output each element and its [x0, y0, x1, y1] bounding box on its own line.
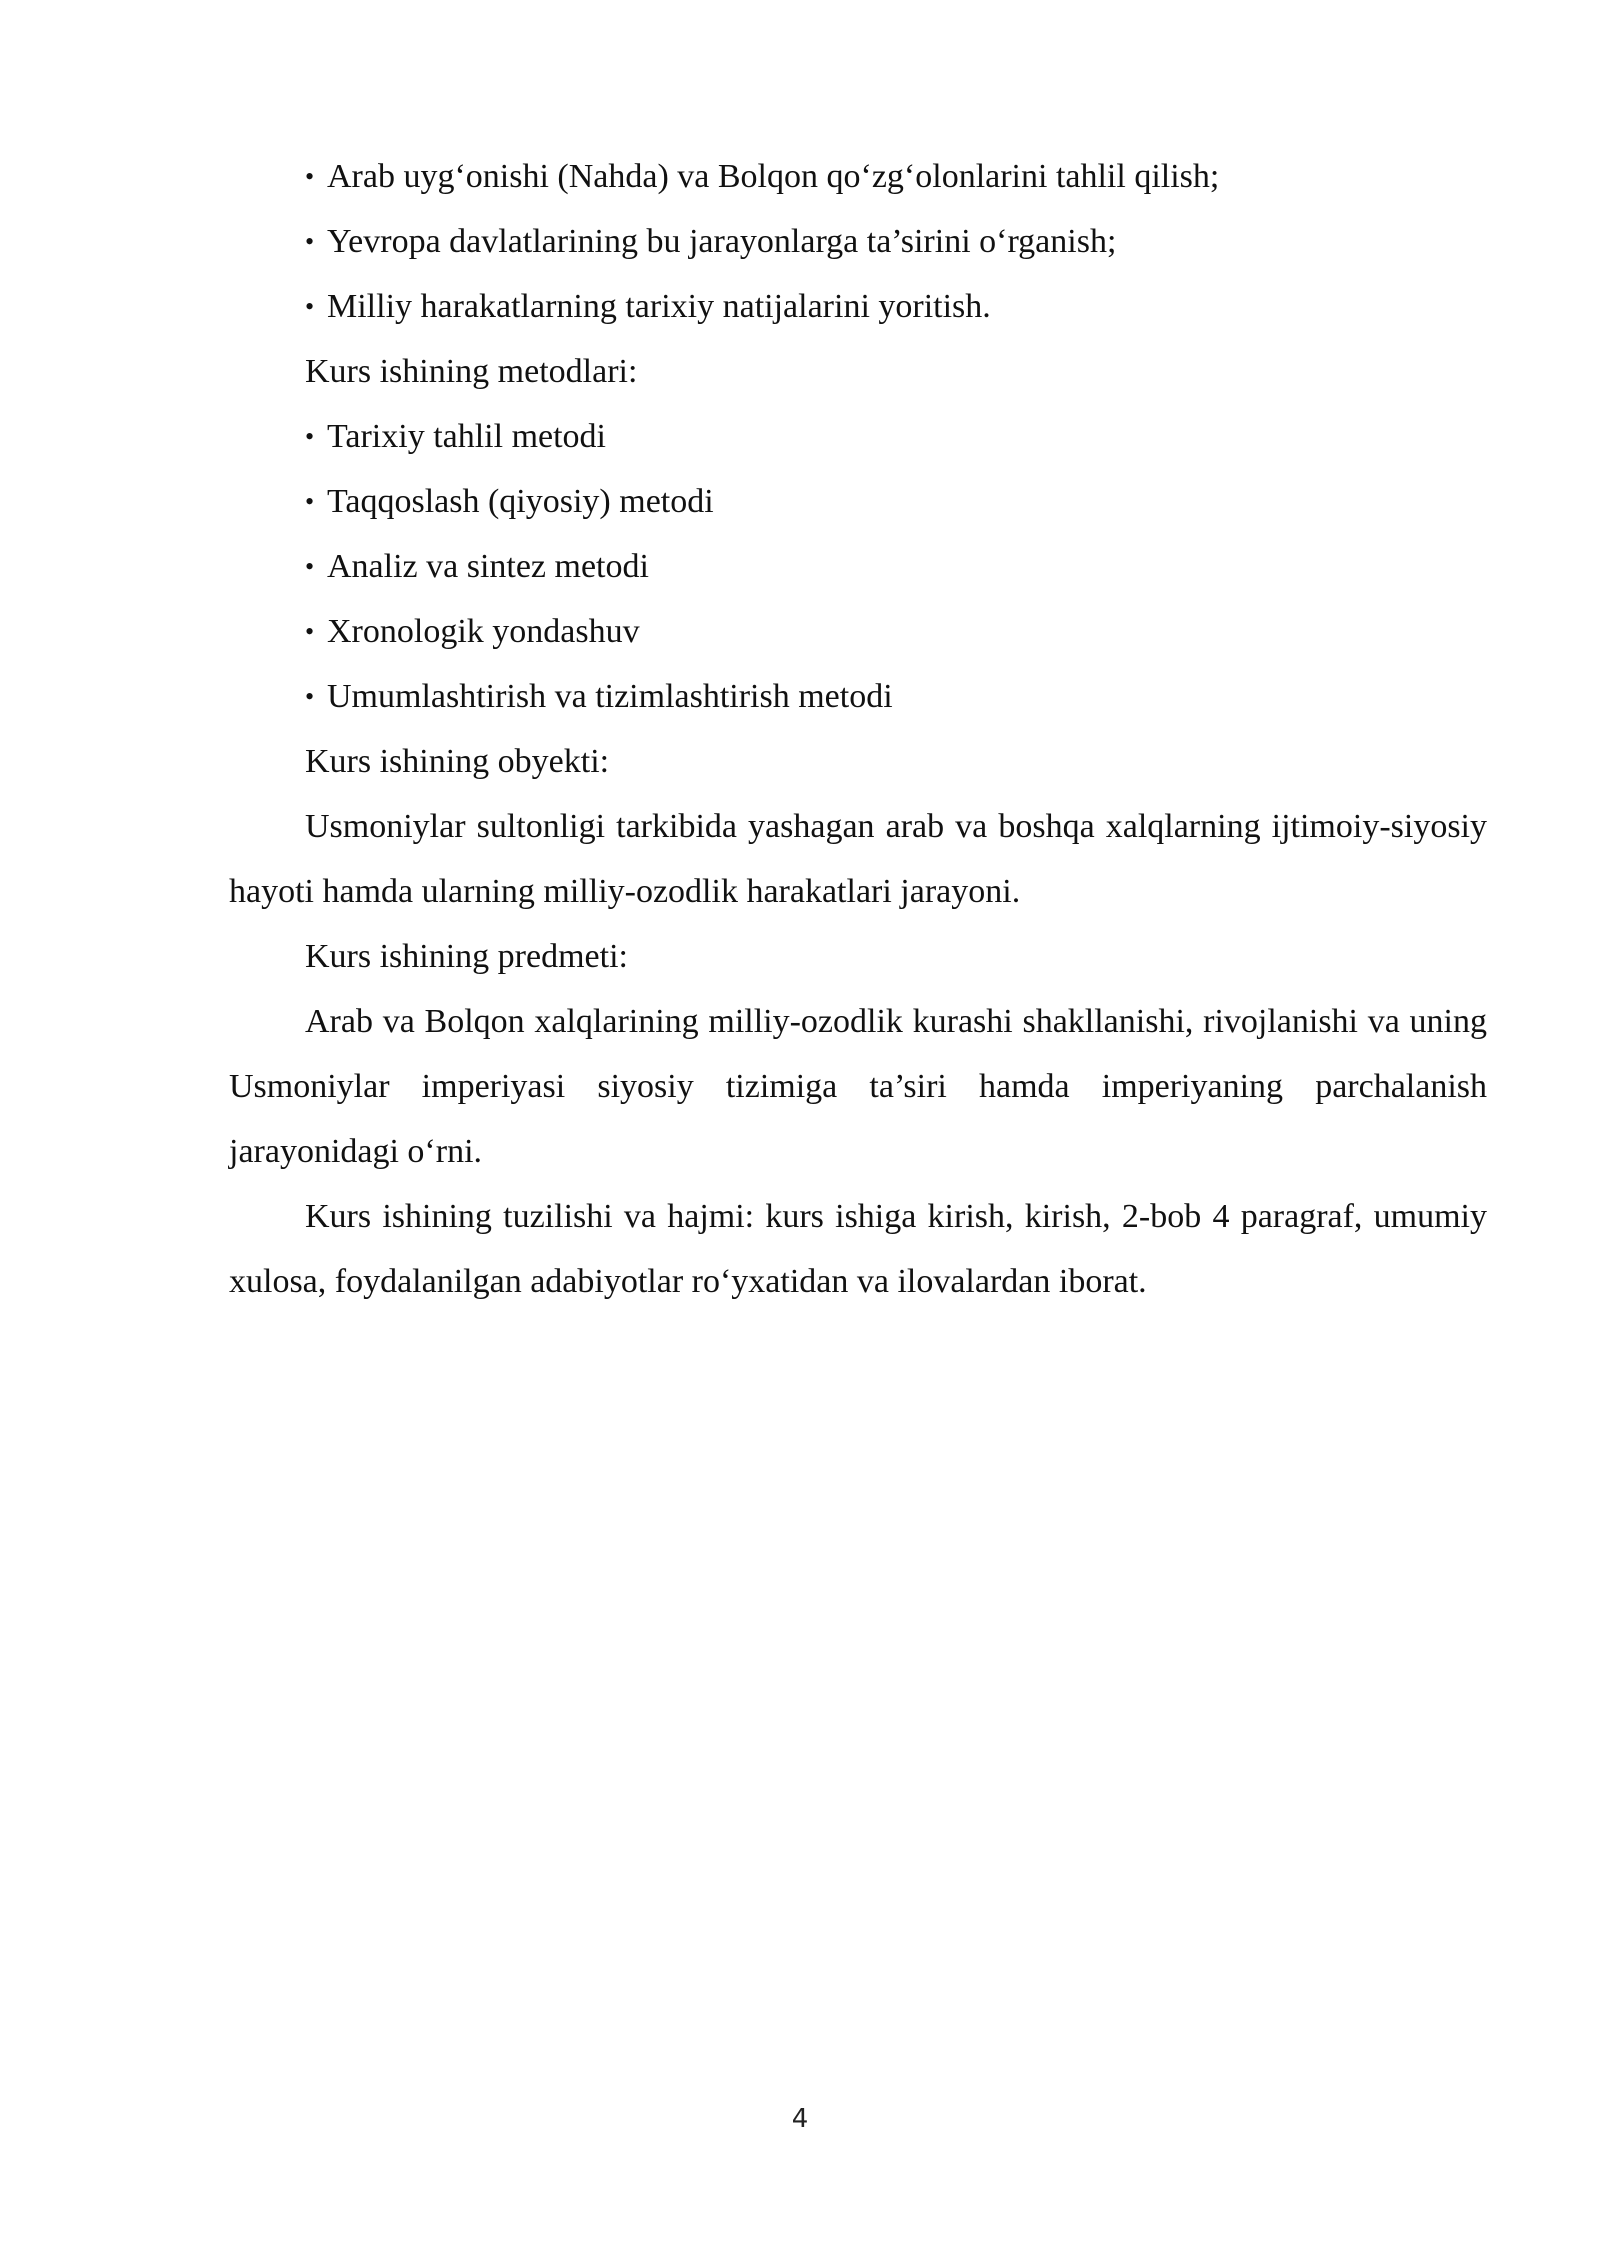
bullet-icon: • — [305, 292, 315, 321]
task-item-text: Arab uyg‘onishi (Nahda) va Bolqon qo‘zg‘olonlarini tahlil qilish; — [327, 158, 1220, 195]
bullet-icon: • — [305, 617, 315, 646]
bullet-icon: • — [305, 682, 315, 711]
bullet-icon: • — [305, 227, 315, 256]
task-item-text: Yevropa davlatlarining bu jarayonlarga ta’sirini o‘rganish; — [327, 223, 1117, 260]
bullet-icon: • — [305, 162, 315, 191]
object-paragraph: Usmoniylar sultonligi tarkibida yashagan arab va boshqa xalqlarning ijtimoiy-siyosiy hayoti hamda ularning milliy-ozodlik harakatlari jarayoni. — [229, 808, 1487, 910]
method-item — [229, 664, 1487, 729]
bullet-icon: • — [305, 487, 315, 516]
subject-paragraph: Arab va Bolqon xalqlarining milliy-ozodlik kurashi shakllanishi, rivojlanishi va uning Usmoniylar imperiyasi siyosiy tizimiga ta’siri hamda imperiyaning parchalanish jarayonidagi o‘rni. — [229, 1003, 1487, 1170]
method-item — [229, 534, 1487, 599]
structure-paragraph: Kurs ishining tuzilishi va hajmi: kurs ishiga kirish, kirish, 2-bob 4 paragraf, umumiy xulosa, foydalanilgan adabiyotlar ro‘yxatidan va ilovalardan iborat. — [229, 1198, 1487, 1300]
method-item-text: Umumlashtirish va tizimlashtirish metodi — [327, 678, 893, 715]
method-item-text: Analiz va sintez metodi — [327, 548, 649, 585]
methods-heading: Kurs ishining metodlari: — [305, 353, 638, 390]
task-item — [229, 274, 1487, 339]
bullet-icon: • — [305, 422, 315, 451]
method-item-text: Tarixiy tahlil metodi — [327, 418, 607, 455]
method-item-text: Xronologik yondashuv — [327, 613, 640, 650]
method-item — [229, 404, 1487, 469]
page-content — [229, 144, 1487, 1314]
task-item — [229, 209, 1487, 274]
method-item — [229, 599, 1487, 664]
bullet-icon: • — [305, 552, 315, 581]
subject-heading: Kurs ishining predmeti: — [305, 938, 628, 975]
task-item — [229, 144, 1487, 209]
method-item-text: Taqqoslash (qiyosiy) metodi — [327, 483, 714, 520]
object-heading: Kurs ishining obyekti: — [305, 743, 610, 780]
page-number: 4 — [791, 2104, 809, 2134]
task-item-text: Milliy harakatlarning tarixiy natijalarini yoritish. — [327, 288, 991, 325]
method-item — [229, 469, 1487, 534]
